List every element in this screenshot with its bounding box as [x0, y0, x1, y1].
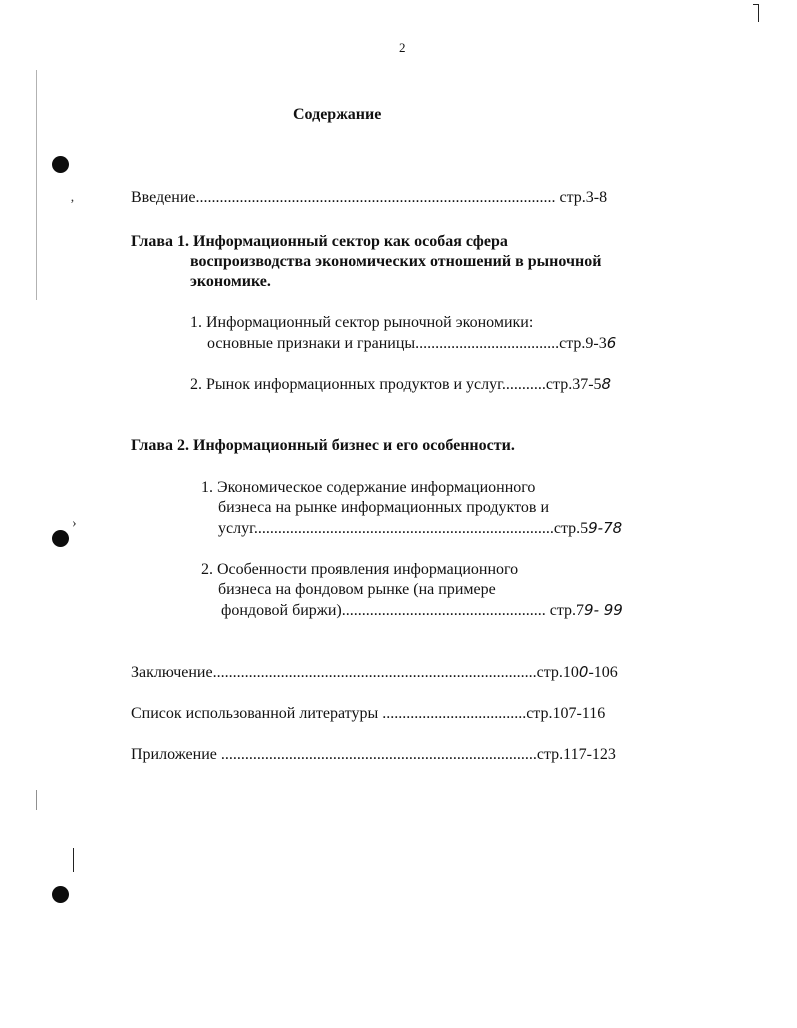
toc-intro-label: Введение.......................................................................................... — [131, 189, 556, 206]
toc-appendix-pages: стр.117-123 — [536, 746, 616, 763]
chapter1-section1-label: основные признаки и границы.................................... — [207, 335, 560, 352]
chapter2-section1-line3 — [218, 518, 622, 539]
chapter2-heading: Глава 2. Информационный бизнес и его особенности. — [131, 437, 515, 454]
chapter1-heading-line2: воспроизводства экономических отношений в рыночной — [190, 253, 602, 270]
chapter1-section2-handwritten-page: 8 — [601, 375, 612, 393]
toc-conclusion — [131, 662, 618, 683]
chapter1-section2 — [190, 374, 611, 395]
chapter1-section2-label: 2. Рынок информационных продуктов и услуг........... — [190, 376, 546, 393]
chapter2-section2-label: фондовой биржи)................................................... — [221, 602, 550, 619]
margin-tick-bottom — [73, 848, 74, 872]
chapter2-section1-line2: бизнеса на рынке информационных продуктов и — [218, 499, 550, 516]
chapter1-section2-page: стр.37-5 — [545, 376, 602, 393]
chapter2-section2-line3 — [221, 600, 623, 621]
toc-conclusion-handwritten-digit: 0 — [578, 663, 589, 681]
toc-conclusion-label: Заключение................................................................................. — [131, 664, 537, 681]
binder-hole-bottom — [52, 886, 69, 903]
toc-appendix — [131, 745, 616, 765]
chapter1-section1-line1: 1. Информационный сектор рыночной экономики: — [190, 314, 534, 331]
binder-hole-top — [52, 156, 69, 173]
chapter1-heading-line1: Глава 1. Информационный сектор как особая сфера — [131, 233, 508, 250]
chapter2-section2-line1: 2. Особенности проявления информационного — [201, 561, 519, 578]
margin-line-left — [36, 70, 37, 300]
chapter1-heading-line3: экономике. — [190, 273, 271, 290]
margin-line-left-lower — [36, 790, 37, 810]
toc-intro-pages: стр.3-8 — [559, 189, 608, 206]
toc-intro — [131, 188, 607, 208]
margin-speck-arrow: › — [72, 516, 77, 531]
chapter2-section2-page: стр.7 — [549, 602, 585, 619]
chapter2-section1-label: услуг........................................................................... — [218, 520, 554, 537]
toc-conclusion-page-suffix: -106 — [588, 664, 618, 681]
chapter2-section1-line1: 1. Экономическое содержание информационного — [201, 479, 536, 496]
chapter1-section1-page: стр.9-3 — [559, 335, 607, 352]
chapter2-section1-handwritten-page: 9-78 — [588, 519, 623, 537]
toc-references-pages: стр.107-116 — [526, 705, 606, 722]
margin-speck: ‚ — [70, 190, 75, 205]
page-number: 2 — [399, 40, 406, 55]
chapter2-section2-handwritten-page: 9- 99 — [584, 601, 623, 619]
corner-mark — [758, 4, 759, 22]
chapter2-section2-line2: бизнеса на фондовом рынке (на примере — [218, 581, 496, 598]
toc-conclusion-page-prefix: стр.10 — [536, 664, 579, 681]
toc-references-label: Список использованной литературы .................................... — [131, 705, 527, 722]
toc-references — [131, 704, 605, 724]
page-title: Содержание — [293, 106, 382, 123]
corner-mark-bar — [753, 4, 759, 5]
toc-appendix-label: Приложение ............................................................................... — [131, 746, 537, 763]
chapter2-section1-page: стр.5 — [553, 520, 589, 537]
binder-hole-middle — [52, 530, 69, 547]
chapter1-section1-line2 — [207, 333, 616, 354]
chapter1-section1-handwritten-page: 6 — [606, 334, 617, 352]
